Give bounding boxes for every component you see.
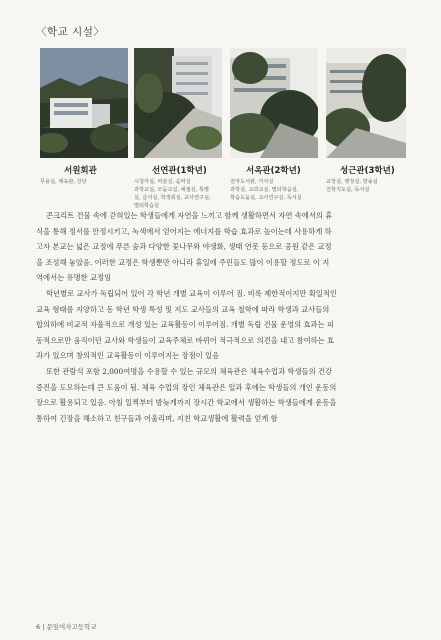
building-desc-seonggeun [326,178,406,194]
page-footer: 6 | 문일여자고등학교 [36,623,97,631]
paragraph-line: 또한 관람석 포함 2,000여명을 수용할 수 있는 규모의 체육관은 체육수업과 학생들의 건강 [46,367,333,376]
paragraph-grade-buildings [36,286,408,364]
paragraph-line: 역에서는 유명한 교정임 [36,273,112,282]
paragraph-line: 합의하에 비교적 자율적으로 개성 있는 교육활동이 이루어짐. 개별 독립 건물 운영의 효과는 피 [36,320,335,329]
building-desc-line: 시청각실, 미술실, 음악실 [134,179,191,185]
paragraph-line: 을 조성해 놓았음. 이러한 교정은 학생뿐만 아니라 휴일에 주민들도 많이 이용할 정도로 이 지 [36,257,330,267]
building-desc-line: 학습도움실, 교사연구실, 독서실 [230,195,302,201]
paragraph-line: 동적으로만 움직이던 교사와 학생들이 교육주체로 바뀌어 적극적으로 의견을 내고 참여하는 효 [36,335,335,345]
building-desc-line: 진학지도실, 독서실 [326,187,370,193]
building-desc-seook [230,178,322,202]
building-name-seowon: 서원회관 [64,166,97,176]
building-desc-line: 전자도서관, 가사실 [230,179,274,185]
building-desc-line: 과학교실, 모둠교실, 예절실, 특별 [134,187,210,193]
building-desc-seowon [40,178,128,186]
paragraph-line: 과가 있으며 창의적인 교육활동이 이루어지는 장점이 있음 [36,351,220,360]
paragraph-gymnasium [36,364,408,426]
paragraph-campus [36,208,408,286]
paragraph-line: 콘크리트 건물 속에 갇혀있는 학생들에게 자연을 느끼고 함께 생활하면서 자연 속에서의 휴 [46,211,333,220]
building-desc-seonyeon [134,178,224,210]
building-name-seonyeon: 선연관(1학년) [152,166,207,176]
building-name-seook: 서옥관(2학년) [246,166,301,176]
building-photo-seonggeun [326,48,406,158]
building-desc-line: 무용실, 체육관, 강당 [40,179,87,185]
paragraph-line: 증진을 도모하는데 큰 도움이 됨. 체육 수업의 장인 체육관은 일과 후에는 학생들의 개인 운동의 [36,382,337,392]
paragraph-line: 통하여 긴장을 해소하고 친구들과 어울리며, 지친 학교생활에 활력을 얻게 함 [36,413,278,423]
paragraph-line: 식을 통해 정서를 안정시키고, 녹색에서 얻어지는 에너지를 학습 효과로 높이는데 사용하게 하 [36,226,332,236]
building-desc-line: 멀티학습실 [134,203,160,209]
paragraph-line: 교육 형태를 지양하고 동 학년 학생 특성 및 지도 교사들의 교육 철학에 따라 학생과 교사들의 [36,304,330,314]
building-photo-seook [230,48,318,158]
building-photo-seowon [40,48,128,158]
building-photo-seonyeon [134,48,222,158]
building-desc-line: 과학실, 교과교실, 멀티학습실, [230,187,299,193]
building-desc-line: 교장실, 행정실, 방송실 [326,179,378,185]
section-title: 〈학교 시설〉 [36,26,105,38]
paragraph-line: 고자 본교는 넓은 교정에 푸른 숲과 다양한 꽃나무와 야생화, 생태 연못 등으로 공원 같은 교정 [36,242,332,251]
building-desc-line: 실, 급식실, 학생회실, 교사연구실, [134,195,211,201]
paragraph-line: 학년별로 교사가 독립되어 있어 각 학년 개별 교육이 이루어 짐. 비록 제한적이지만 획일적인 [46,289,337,298]
paragraph-line: 장으로 활용되고 있음. 아침 일찍부터 밤늦게까지 장시간 학교에서 생활하는 학생들에게 운동을 [36,398,337,407]
building-name-seonggeun: 성근관(3학년) [340,166,395,176]
